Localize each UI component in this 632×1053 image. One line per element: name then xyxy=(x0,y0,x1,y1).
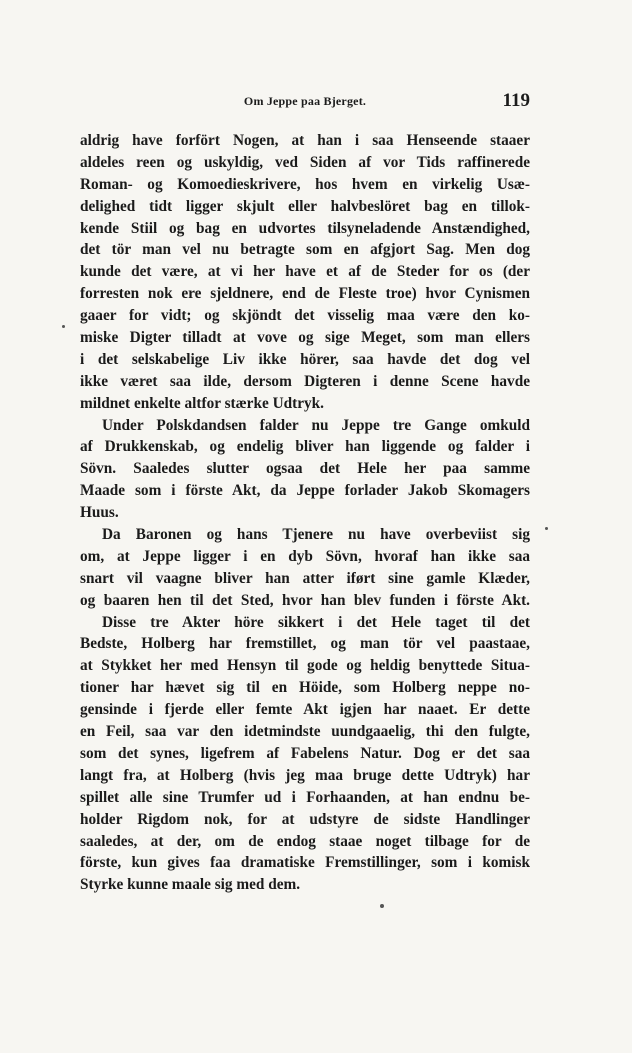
running-title: Om Jeppe paa Bjerget. xyxy=(243,94,367,108)
text-line: af Drukkenskab, og endelig bliver han liggende og falder i xyxy=(80,438,530,456)
text-line: förste, kun gives faa dramatiske Fremstillinger, som i komisk xyxy=(80,854,530,872)
text-line: aldeles reen og uskyldig, ved Siden af vor Tids raffinerede xyxy=(80,153,530,171)
text-line: langt fra, at Holberg (hvis jeg maa bruge dette Udtryk) har xyxy=(80,766,530,784)
text-line: delighed tidt ligger skjult eller halvbeslöret bag en tillok- xyxy=(80,197,530,215)
text-line: aldrig have forfört Nogen, at han i saa Henseende staaer xyxy=(80,132,530,149)
text-line: Styrke kunne maale sig med dem. xyxy=(80,876,301,894)
text-line: at Stykket her med Hensyn til gode og heldig benyttede Situa- xyxy=(80,657,530,675)
text-line: Maade som i förste Akt, da Jeppe forlader Jakob Skomagers xyxy=(80,482,530,500)
text-line: Da Baronen og hans Tjenere nu have overbeviist sig xyxy=(102,526,530,544)
text-line: miske Digter tilladt at vove og sige Meget, som man ellers xyxy=(80,329,530,347)
text-line: Disse tre Akter höre sikkert i det Hele taget til det xyxy=(102,613,530,631)
text-line: spillet alle sine Trumfer ud i Forhaanden, at han endnu be- xyxy=(80,788,530,806)
text-line: om, at Jeppe ligger i en dyb Sövn, hvoraf han ikke saa xyxy=(80,547,530,565)
text-line: kende Stiil og bag en udvortes tilsyneladende Anstændighed, xyxy=(80,219,530,237)
text-line: Sövn. Saaledes slutter ogsaa det Hele her paa samme xyxy=(80,460,530,478)
text-line: tioner har hævet sig til en Höide, som Holberg neppe no- xyxy=(80,679,530,697)
text-line: Roman- og Komoedieskrivere, hos hvem en virkelig Usæ- xyxy=(80,175,530,193)
text-line: kunde det være, at vi her have et af de Steder for os (der xyxy=(80,263,530,281)
specks xyxy=(380,904,384,908)
text-line: mildnet enkelte altfor stærke Udtryk. xyxy=(80,394,325,412)
text-line: forresten nok ere sjeldnere, end de Fleste troe) hvor Cynismen xyxy=(80,285,530,303)
text-line: gaaer for vidt; og skjöndt det visselig maa være den ko- xyxy=(80,307,530,325)
text-line: Huus. xyxy=(80,504,119,522)
text-line: og baaren hen til det Sted, hvor han blev funden i förste Akt. xyxy=(80,591,530,609)
text-line: en Feil, saa var den idetmindste uundgaaelig, thi den fulgte, xyxy=(80,723,530,741)
text-line: ikke været saa ilde, dersom Digteren i denne Scene havde xyxy=(80,372,530,390)
page-number: 119 xyxy=(502,90,530,111)
text-line: Bedste, Holberg har fremstillet, og man tör vel paastaae, xyxy=(80,635,530,653)
text-line: snart vil vaagne bliver han atter iført sine gamle Klæder, xyxy=(80,569,530,587)
body-text xyxy=(80,130,530,896)
text-line: gensinde i fjerde eller femte Akt igjen har naaet. Er dette xyxy=(80,701,530,719)
text-line: i det selskabelige Liv ikke hörer, saa havde det dog vel xyxy=(80,350,530,368)
text-line: det tör man vel nu betragte som en afgjort Sag. Men dog xyxy=(80,241,530,259)
page-header xyxy=(80,90,530,118)
specks xyxy=(545,527,548,530)
text-line: Under Polskdandsen falder nu Jeppe tre Gange omkuld xyxy=(102,416,530,434)
text-line: saaledes, at der, om de endog staae noget tilbage for de xyxy=(80,832,530,850)
text-line: som det synes, ligefrem af Fabelens Natur. Dog er det saa xyxy=(80,744,530,762)
text-line: holder Rigdom nok, for at udstyre de sidste Handlinger xyxy=(80,810,530,828)
specks xyxy=(62,325,65,328)
